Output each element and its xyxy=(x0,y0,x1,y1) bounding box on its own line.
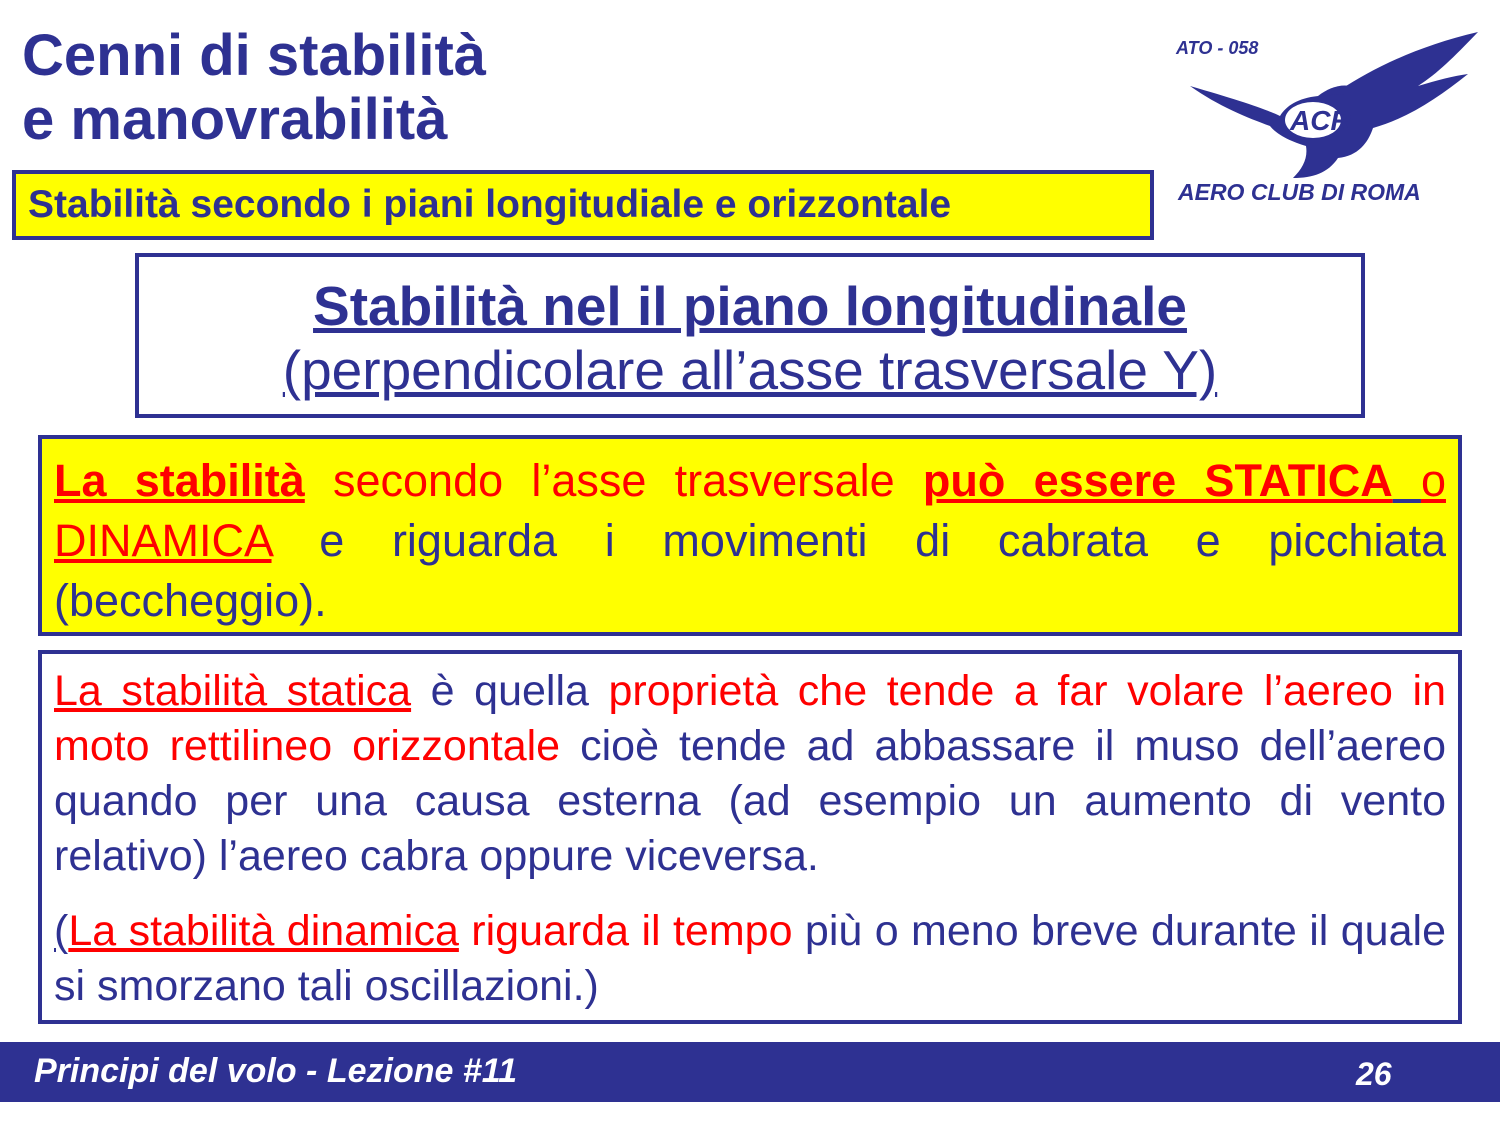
page-number: 26 xyxy=(1356,1056,1392,1092)
topic-heading: Stabilità nel il piano longitudinale xyxy=(313,275,1187,337)
intro-term-stability: La stabilità xyxy=(54,455,305,506)
section-subtitle-box xyxy=(12,170,1154,240)
dynamic-stability-definition: riguarda il tempo xyxy=(458,907,793,955)
logo-name: AERO CLUB DI ROMA xyxy=(1178,179,1421,205)
intro-text-box xyxy=(38,435,1462,636)
logo-mark: ACR xyxy=(1290,105,1351,136)
static-stability-paragraph xyxy=(54,664,1446,884)
static-stability-term: La stabilità statica xyxy=(54,667,412,715)
slide-title-line2: e manovrabilità xyxy=(22,87,448,152)
aero-club-logo xyxy=(1168,28,1488,218)
static-stability-definition: proprietà che tende a far volare l’aereo in moto rettilineo orizzontale xyxy=(54,667,1446,770)
intro-text-space xyxy=(1393,455,1421,506)
intro-text-rest: e riguarda i movimenti di cabrata e picchiata (beccheggio). xyxy=(54,515,1446,626)
footer-title: Principi del volo - Lezione #11 xyxy=(34,1052,518,1090)
dynamic-stability-term: La stabilità dinamica xyxy=(68,907,459,955)
static-stability-text2: cioè tende ad abbassare il muso dell’aereo quando per una causa esterna (ad esempio un aumento di vento relativo) l’aereo cabra oppure viceversa. xyxy=(54,722,1446,880)
topic-subheading: (perpendicolare all’asse trasversale Y) xyxy=(282,339,1218,401)
dynamic-stability-paren: ( xyxy=(54,907,69,955)
logo-code: ATO - 058 xyxy=(1176,38,1259,58)
dynamic-stability-paragraph xyxy=(54,904,1446,1014)
static-stability-text1: è quella xyxy=(411,667,609,715)
footer-bar xyxy=(0,1042,1500,1102)
intro-term-dynamic-text: o DINAMICA xyxy=(54,455,1446,566)
detail-text-box xyxy=(38,650,1462,1024)
eagle-icon xyxy=(1168,28,1488,218)
intro-term-static: può essere STATICA xyxy=(922,455,1393,506)
dynamic-stability-text: più o meno breve durante il quale si smorzano tali oscillazioni.) xyxy=(54,907,1446,1010)
slide-title xyxy=(22,24,486,152)
intro-paragraph xyxy=(54,451,1446,631)
topic-heading-box xyxy=(135,253,1365,418)
section-subtitle: Stabilità secondo i piani longitudiale e orizzontale xyxy=(28,183,952,226)
intro-text-axis: secondo l’asse trasversale xyxy=(304,455,923,506)
slide-title-line1: Cenni di stabilità xyxy=(22,23,487,88)
